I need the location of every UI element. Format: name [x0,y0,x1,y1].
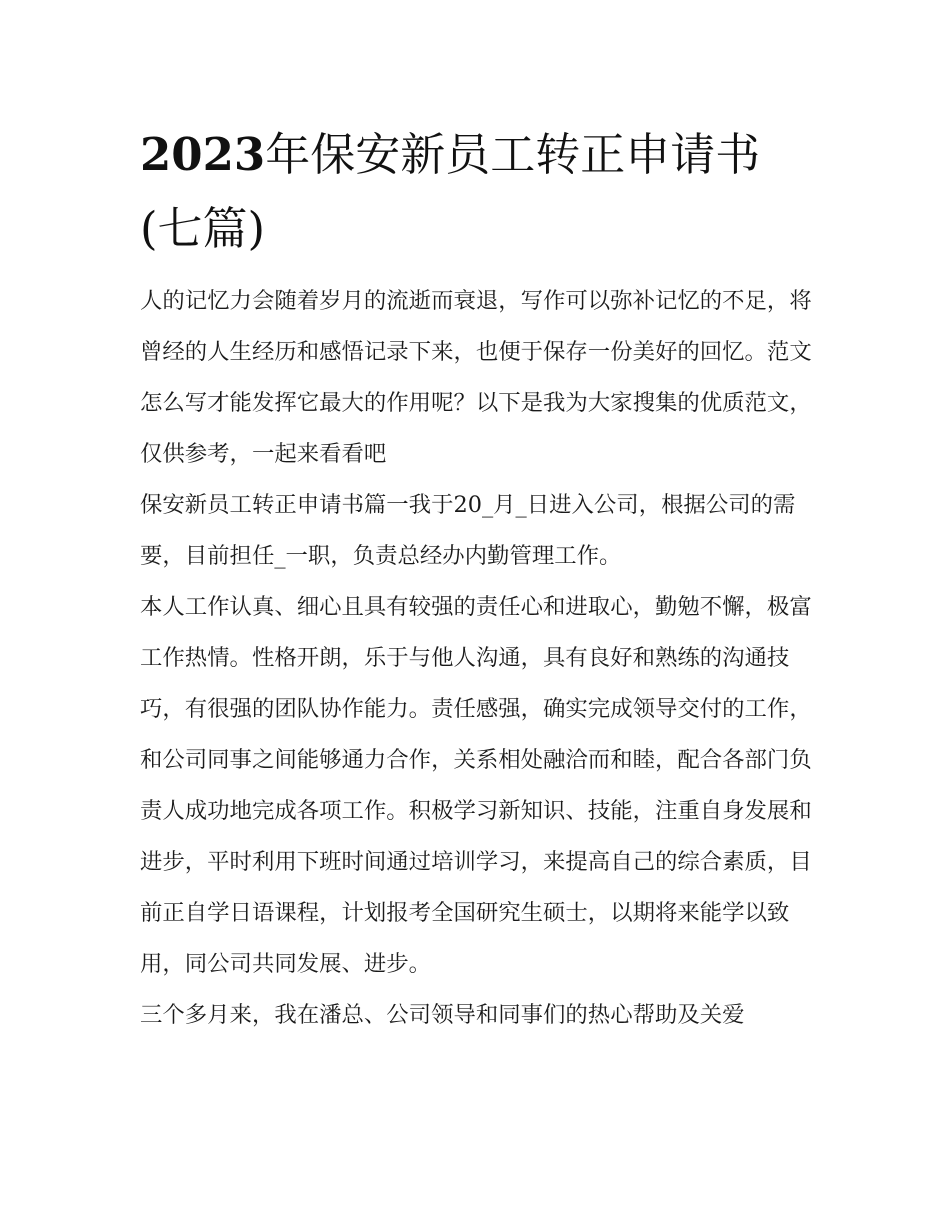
title-year: 2023 [140,128,266,181]
document-body [140,118,812,1041]
paragraph-1: 保安新员工转正申请书篇一我于20_月_日进入公司，根据公司的需要，目前担任_一职，负责总经办内勤管理工作。 [140,492,796,569]
title-text: 年保安新员工转正申请书(七篇) [140,128,761,255]
paragraph-2: 本人工作认真、细心且具有较强的责任心和进取心，勤勉不懈，极富工作热情。性格开朗，乐于与他人沟通，具有良好和熟练的沟通技巧，有很强的团队协作能力。责任感强，确实完成领导交付的工作，和公司同事之间能够通力合作，关系相处融洽而和睦，配合各部门负责人成功地完成各项工作。积极学习新知识、技能，注重自身发展和进步，平时利用下班时间通过培训学习，来提高自己的综合素质，目前正自学日语课程，计划报考全国研究生硕士，以期将来能学以致用，同公司共同发展、进步。 [140,594,812,977]
document-title [140,118,812,266]
paragraph-intro: 人的记忆力会随着岁月的流逝而衰退，写作可以弥补记忆的不足，将曾经的人生经历和感悟记录下来，也便于保存一份美好的回忆。范文怎么写才能发挥它最大的作用呢？以下是我为大家搜集的优质范文，仅供参考，一起来看看吧 [140,288,812,467]
paragraph-3: 三个多月来，我在潘总、公司领导和同事们的热心帮助及关爱 [140,1002,745,1028]
